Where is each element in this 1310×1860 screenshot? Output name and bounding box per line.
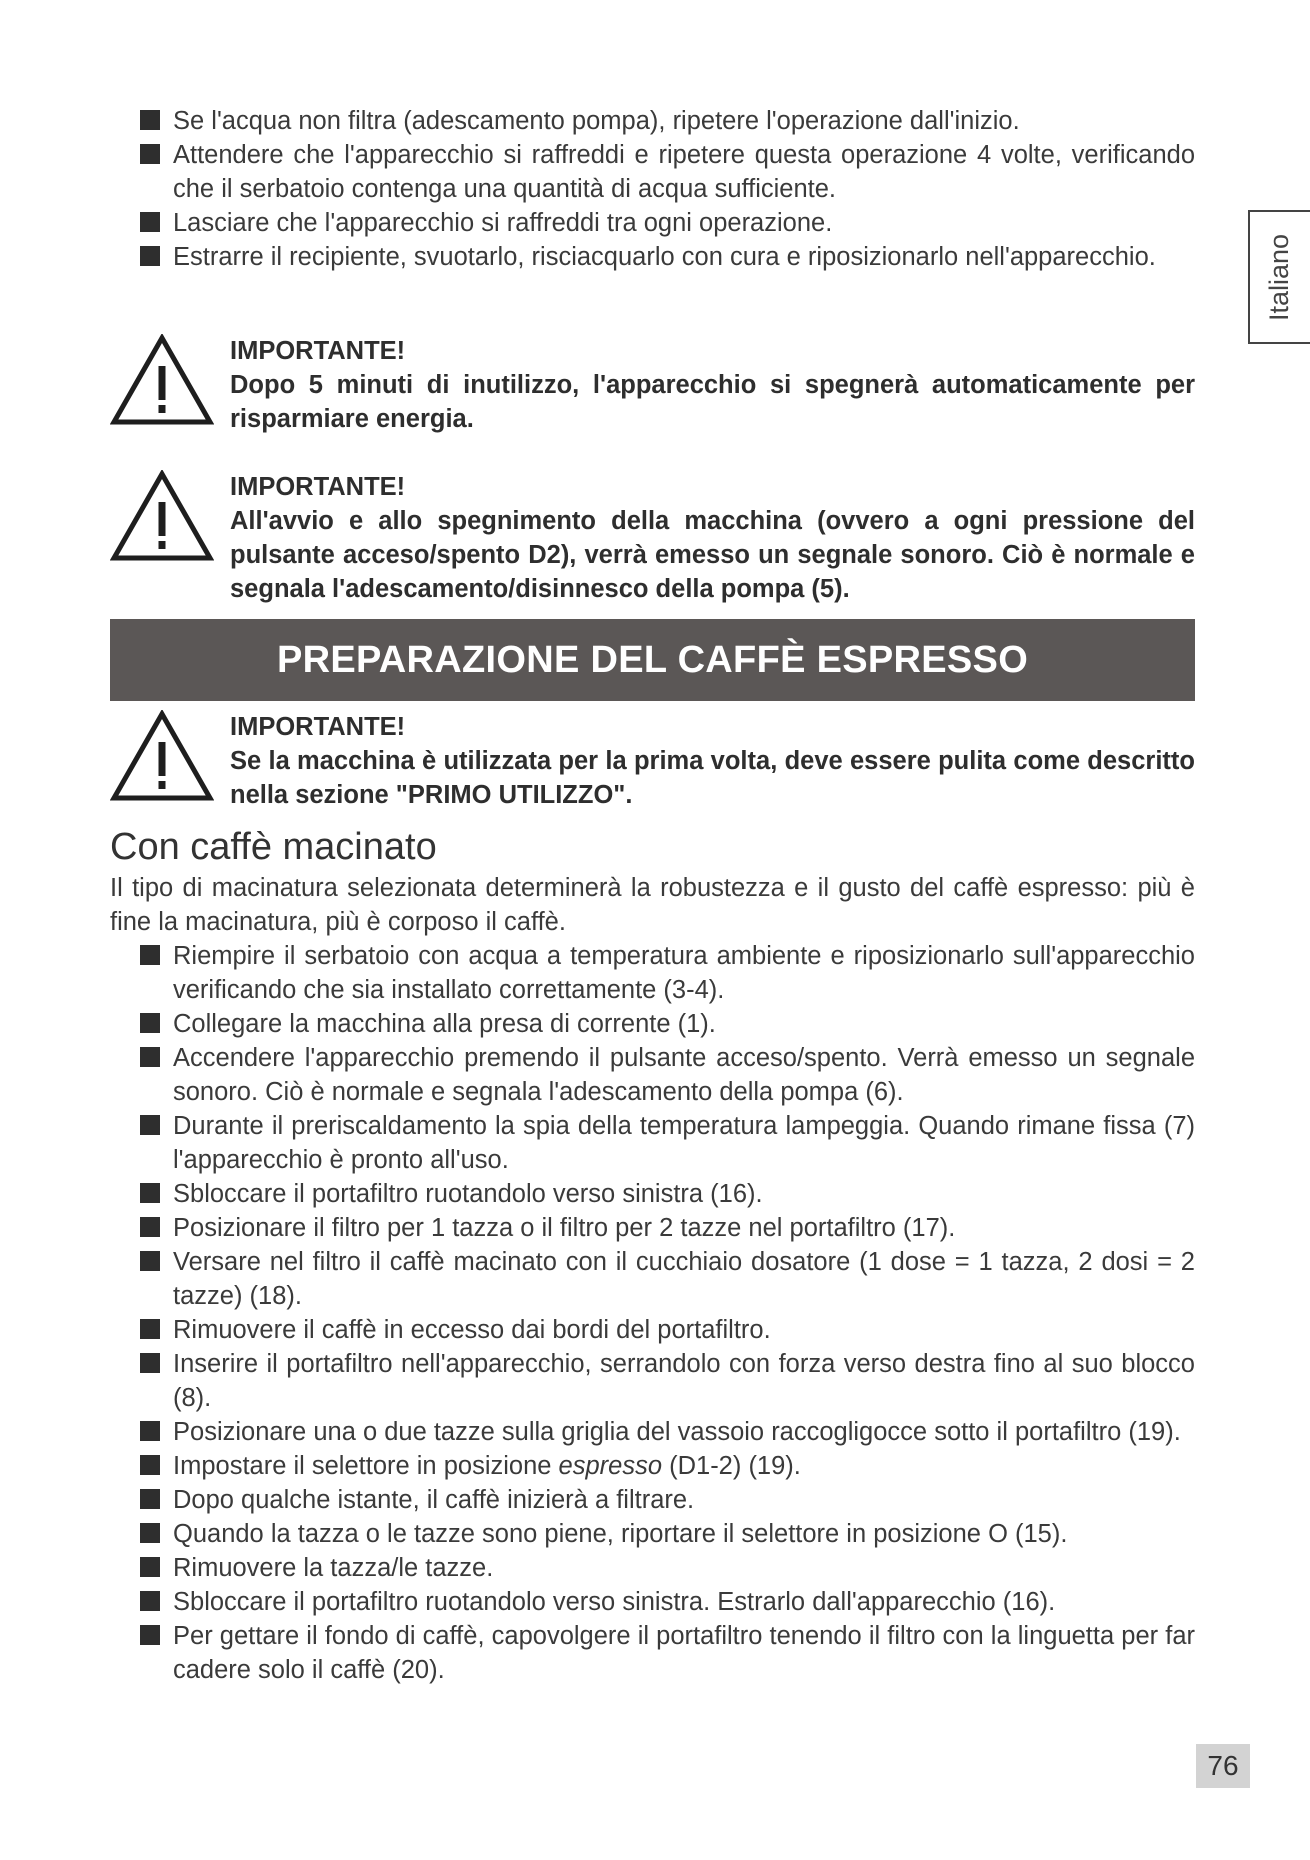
list-item: Posizionare una o due tazze sulla griglia del vassoio raccogligocce sotto il portafiltro (19). [140,1415,1195,1449]
step-text-italic: espresso [558,1452,663,1480]
warning-triangle-icon [110,710,214,804]
warning-text: Dopo 5 minuti di inutilizzo, l'apparecchio si spegnerà automaticamente per risparmiare energia. [230,371,1195,433]
language-tab [1248,210,1310,344]
subheading: Con caffè macinato [110,826,437,868]
list-item: Posizionare il filtro per 1 tazza o il filtro per 2 tazze nel portafiltro (17). [140,1211,1195,1245]
list-item: Sbloccare il portafiltro ruotandolo verso sinistra. Estrarlo dall'apparecchio (16). [140,1585,1195,1619]
list-item [140,1449,1195,1483]
top-instruction-list [140,104,1195,274]
warning-text: All'avvio e allo spegnimento della macchina (ovvero a ogni pressione del pulsante acceso/spento D2), verrà emesso un segnale sonoro. Ciò è normale e segnala l'adescamento/disinnesco della pompa (5). [230,507,1195,603]
list-item: Dopo qualche istante, il caffè inizierà a filtrare. [140,1483,1195,1517]
list-item: Inserire il portafiltro nell'apparecchio, serrandolo con forza verso destra fino al suo blocco (8). [140,1347,1195,1415]
warning-title: IMPORTANTE! [230,713,406,741]
steps-list [140,939,1195,1687]
list-item: Quando la tazza o le tazze sono piene, riportare il selettore in posizione O (15). [140,1517,1195,1551]
list-item: Lasciare che l'apparecchio si raffreddi tra ogni operazione. [140,206,1195,240]
section-banner: PREPARAZIONE DEL CAFFÈ ESPRESSO [110,619,1195,701]
intro-paragraph: Il tipo di macinatura selezionata determinerà la robustezza e il gusto del caffè espresso: più è fine la macinatura, più è corposo il caffè. [110,874,1195,936]
warning-text: Se la macchina è utilizzata per la prima volta, deve essere pulita come descritto nella sezione "PRIMO UTILIZZO". [230,747,1195,809]
list-item: Accendere l'apparecchio premendo il pulsante acceso/spento. Verrà emesso un segnale sonoro. Ciò è normale e segnala l'adescamento della pompa (6). [140,1041,1195,1109]
list-item: Attendere che l'apparecchio si raffreddi e ripetere questa operazione 4 volte, verificando che il serbatoio contenga una quantità di acqua sufficiente. [140,138,1195,206]
warning-triangle-icon [110,334,214,428]
list-item: Rimuovere il caffè in eccesso dai bordi del portafiltro. [140,1313,1195,1347]
warning-triangle-icon [110,470,214,564]
list-item: Per gettare il fondo di caffè, capovolgere il portafiltro tenendo il filtro con la linguetta per far cadere solo il caffè (20). [140,1619,1195,1687]
language-tab-label: Italiano [1264,233,1295,321]
list-item: Sbloccare il portafiltro ruotandolo verso sinistra (16). [140,1177,1195,1211]
list-item: Se l'acqua non filtra (adescamento pompa), ripetere l'operazione dall'inizio. [140,104,1195,138]
step-text: (D1-2) (19). [662,1452,801,1480]
list-item: Collegare la macchina alla presa di corrente (1). [140,1007,1195,1041]
list-item: Riempire il serbatoio con acqua a temperatura ambiente e riposizionarlo sull'apparecchio verificando che sia installato correttamente (3-4). [140,939,1195,1007]
warning-title: IMPORTANTE! [230,473,406,501]
list-item: Rimuovere la tazza/le tazze. [140,1551,1195,1585]
warning-block [110,710,1195,812]
warning-block [110,334,1195,436]
warning-block [110,470,1195,606]
step-text: Impostare il selettore in posizione [173,1452,559,1480]
page-number: 76 [1196,1744,1250,1788]
warning-title: IMPORTANTE! [230,337,406,365]
list-item: Durante il preriscaldamento la spia della temperatura lampeggia. Quando rimane fissa (7) l'apparecchio è pronto all'uso. [140,1109,1195,1177]
list-item: Estrarre il recipiente, svuotarlo, risciacquarlo con cura e riposizionarlo nell'apparecchio. [140,240,1195,274]
list-item: Versare nel filtro il caffè macinato con il cucchiaio dosatore (1 dose = 1 tazza, 2 dosi = 2 tazze) (18). [140,1245,1195,1313]
